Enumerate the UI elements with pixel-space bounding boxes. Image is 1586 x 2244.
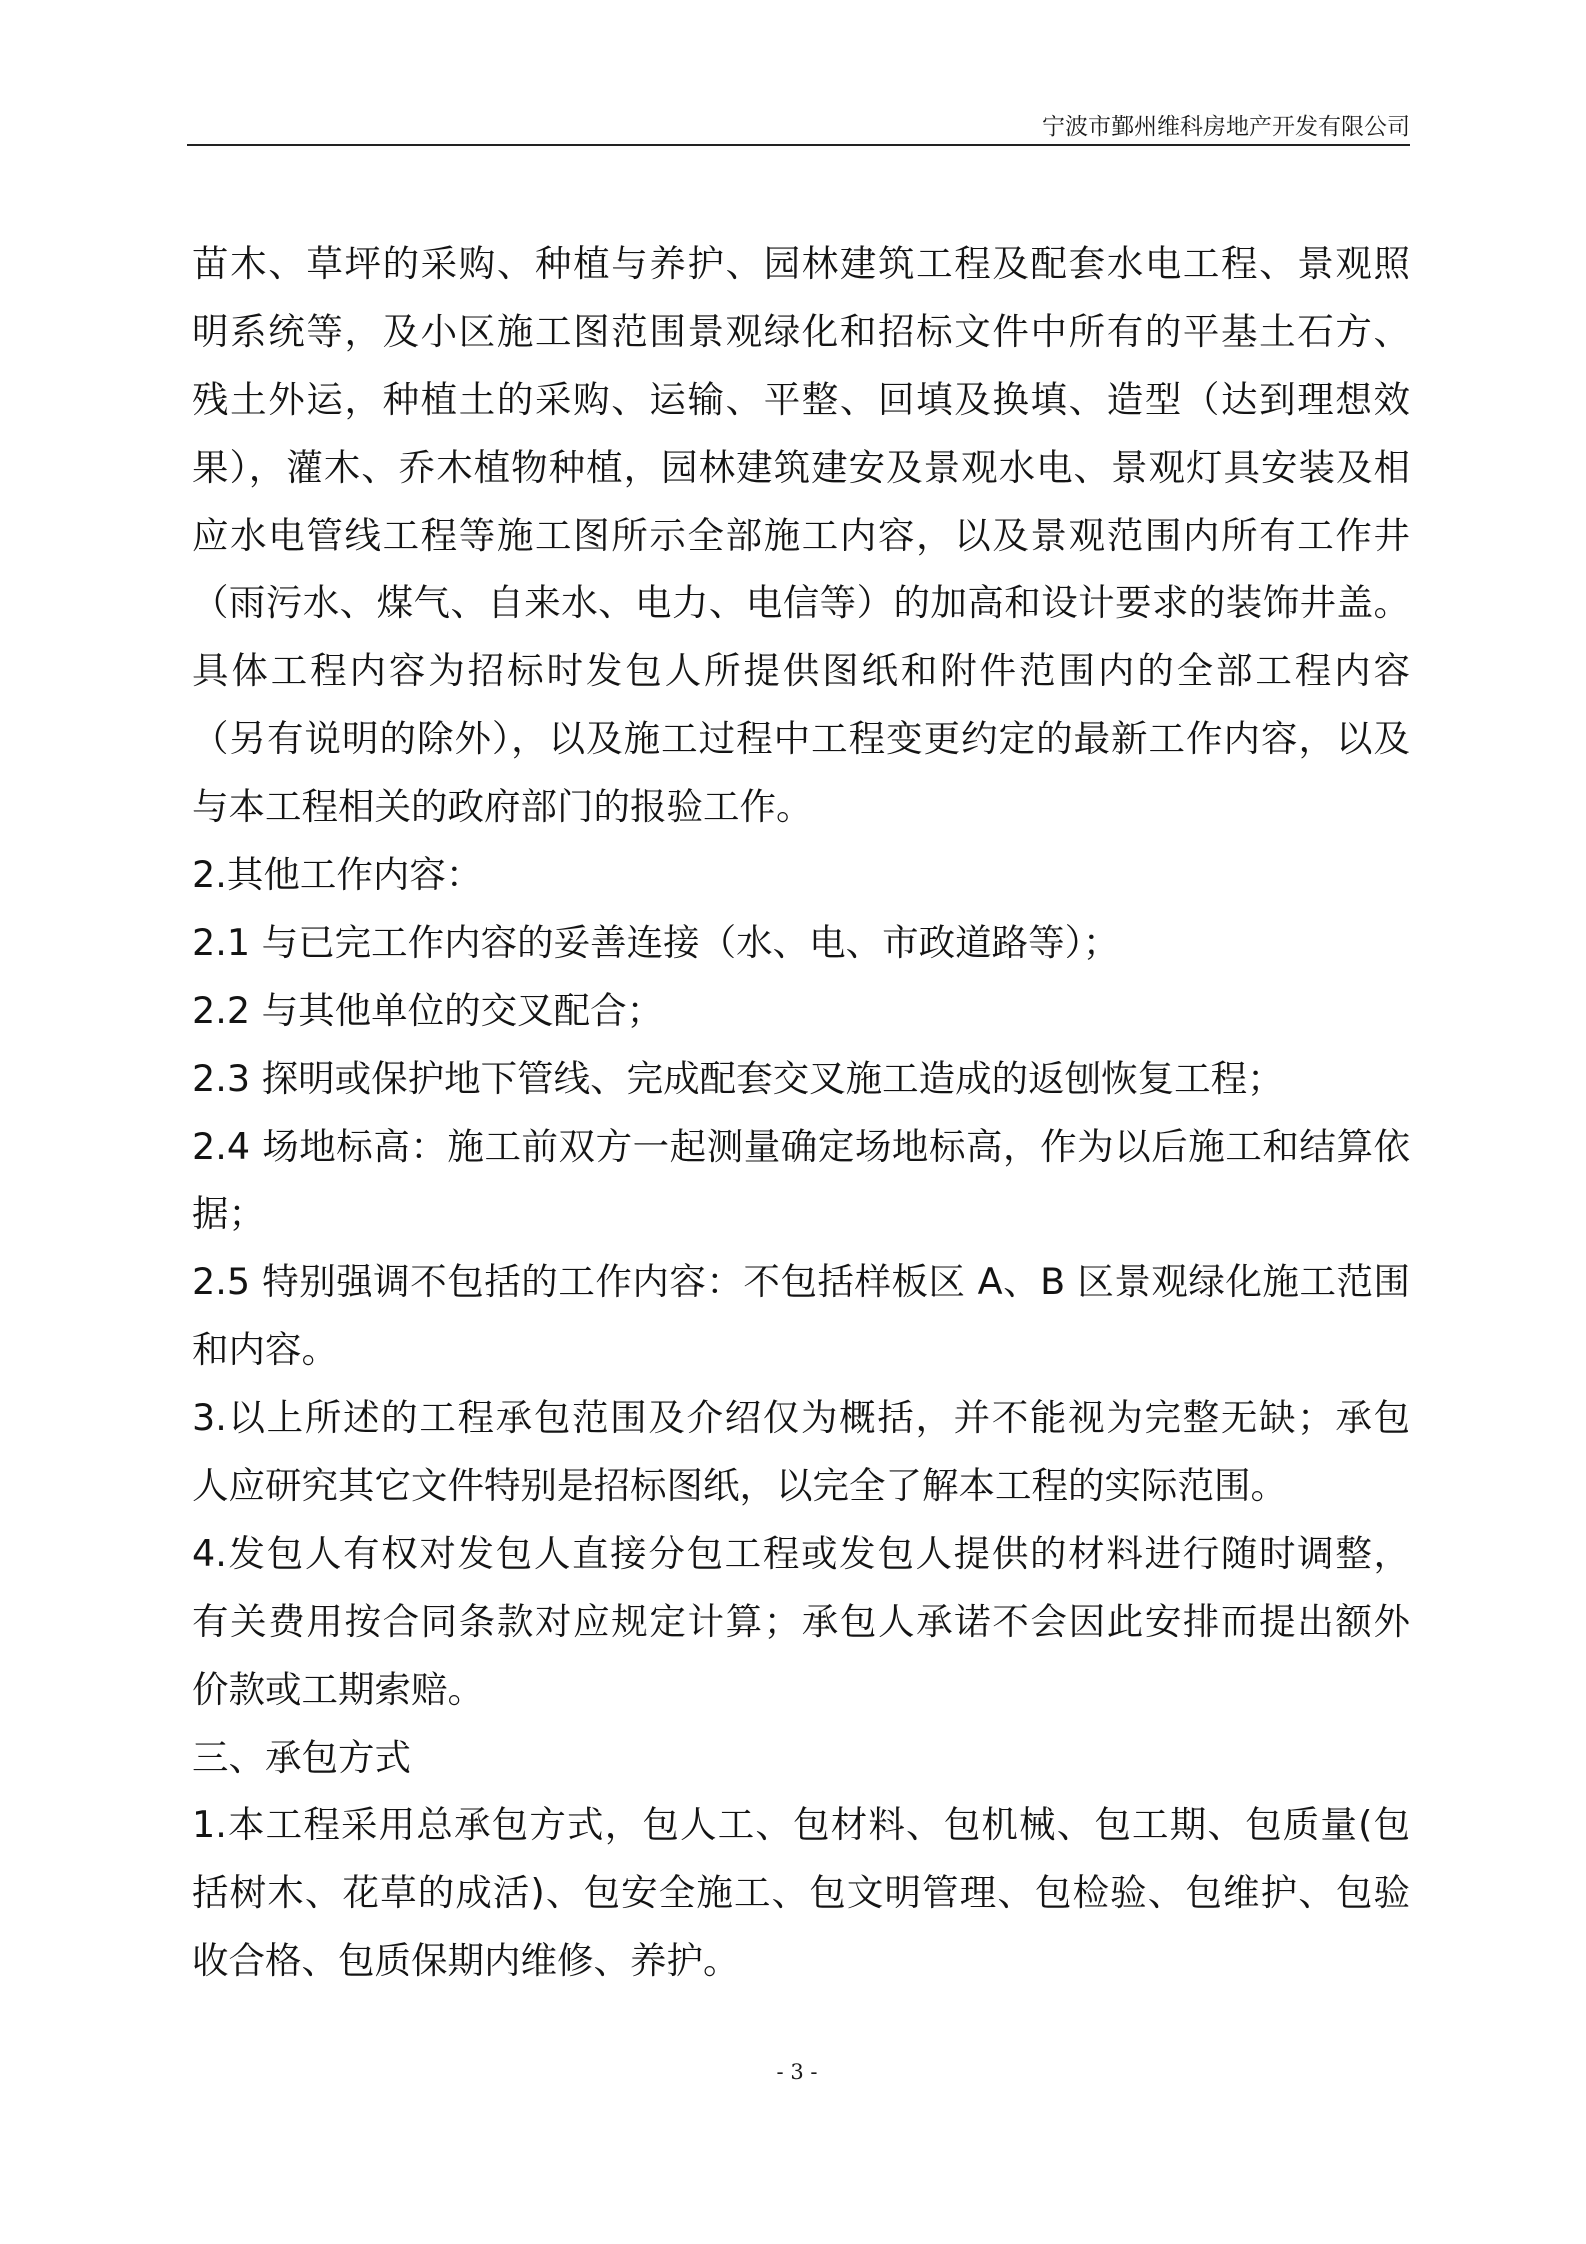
body-text — [192, 230, 1410, 1995]
text-line: 三、承包方式 — [192, 1735, 411, 1779]
text-line: 2.5 特别强调不包括的工作内容：不包括样板区 A、B 区景观绿化施工范围 — [192, 1260, 1410, 1304]
text-line: 应水电管线工程等施工图所示全部施工内容，以及景观范围内所有工作井 — [192, 513, 1410, 557]
text-line: 价款或工期索赔。 — [192, 1667, 484, 1711]
text-line: 2.1 与已完工作内容的妥善连接（水、电、市政道路等）； — [192, 920, 1120, 964]
text-line: 明系统等，及小区施工图范围景观绿化和招标文件中所有的平基土石方、 — [192, 309, 1410, 353]
header-company-name: 宁波市鄞州维科房地产开发有限公司 — [1042, 114, 1410, 140]
item-3 — [192, 1384, 1410, 1520]
paragraph-scope-description — [192, 230, 1410, 841]
text-line: 3.以上所述的工程承包范围及介绍仅为概括，并不能视为完整无缺；承包 — [192, 1396, 1410, 1440]
text-line: （另有说明的除外），以及施工过程中工程变更约定的最新工作内容，以及 — [192, 717, 1410, 761]
item-2-4 — [192, 1113, 1410, 1249]
text-line: 与本工程相关的政府部门的报验工作。 — [192, 785, 813, 829]
item-4 — [192, 1520, 1410, 1724]
page-number: - 3 - — [776, 2060, 818, 2084]
text-line: 残土外运，种植土的采购、运输、平整、回填及换填、造型（达到理想效 — [192, 377, 1410, 421]
text-line: 有关费用按合同条款对应规定计算；承包人承诺不会因此安排而提出额外 — [192, 1599, 1410, 1643]
item-2-3 — [192, 1045, 1410, 1113]
text-line: 据； — [192, 1192, 265, 1236]
text-line: 2.3 探明或保护地下管线、完成配套交叉施工造成的返刨恢复工程； — [192, 1056, 1284, 1100]
text-line: （雨污水、煤气、自来水、电力、电信等）的加高和设计要求的装饰井盖。 — [192, 581, 1410, 625]
text-line: 果），灌木、乔木植物种植，园林建筑建安及景观水电、景观灯具安装及相 — [192, 445, 1410, 489]
section-2-heading — [192, 841, 1410, 909]
text-line: 4.发包人有权对发包人直接分包工程或发包人提供的材料进行随时调整， — [192, 1531, 1410, 1575]
item-2-5 — [192, 1248, 1410, 1384]
text-line: 2.其他工作内容： — [192, 853, 483, 897]
text-line: 2.4 场地标高：施工前双方一起测量确定场地标高，作为以后施工和结算依 — [192, 1124, 1410, 1168]
item-2-1 — [192, 909, 1410, 977]
text-line: 具体工程内容为招标时发包人所提供图纸和附件范围内的全部工程内容 — [192, 649, 1410, 693]
text-line: 1.本工程采用总承包方式，包人工、包材料、包机械、包工期、包质量(包 — [192, 1803, 1410, 1847]
text-line: 苗木、草坪的采购、种植与养护、园林建筑工程及配套水电工程、景观照 — [192, 242, 1410, 285]
item-2-2 — [192, 977, 1410, 1045]
item-contract-mode-1 — [192, 1791, 1410, 1995]
text-line: 收合格、包质保期内维修、养护。 — [192, 1939, 740, 1983]
text-line: 和内容。 — [192, 1328, 338, 1372]
text-line: 括树木、花草的成活)、包安全施工、包文明管理、包检验、包维护、包验 — [192, 1871, 1410, 1915]
header-divider — [187, 144, 1410, 146]
section-heading-contract-mode — [192, 1724, 1410, 1792]
text-line: 2.2 与其他单位的交叉配合； — [192, 988, 664, 1032]
text-line: 人应研究其它文件特别是招标图纸，以完全了解本工程的实际范围。 — [192, 1464, 1287, 1508]
